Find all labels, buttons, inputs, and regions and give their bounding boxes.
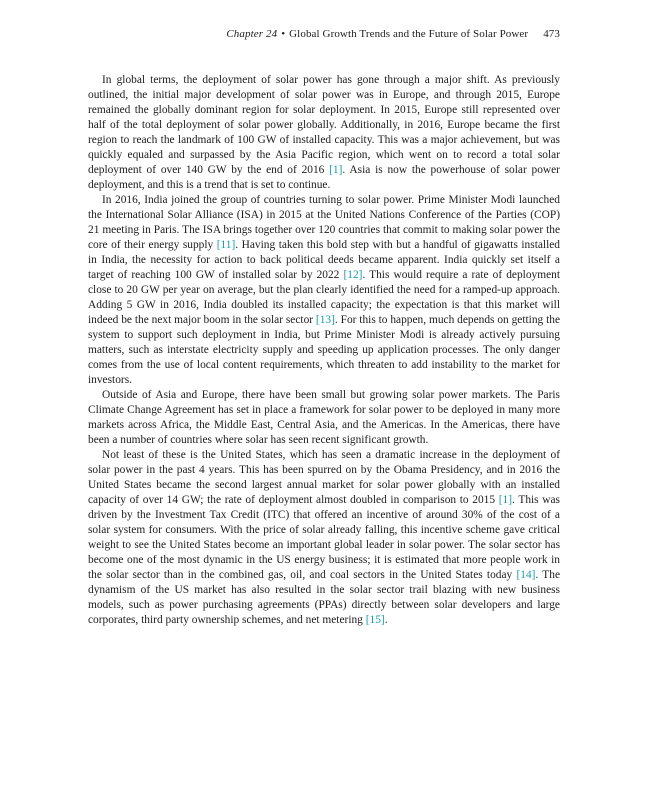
- paragraph: Not least of these is the United States, which has seen a dramatic increase in the deployment of solar power in the past 4 years. This has been spurred on by the Obama Presidency, and in 2016 the United States became the second largest annual market for solar power globally with an installed capacity of over 14 GW; the rate of deployment almost doubled in comparison to 2015 [1]. This was driven by the Investment Tax Credit (ITC) that offered an incentive of around 30% of the cost of a solar system for consumers. With the price of solar already falling, this incentive scheme gave critical weight to see the United States become an important global leader in solar power. The solar sector has become one of the most dynamic in the US energy business; it is estimated that more people work in the solar sector than in the combined gas, oil, and coal sectors in the United States today [14]. The dynamism of the US market has also resulted in the solar sector trail blazing with new business models, such as power purchasing agreements (PPAs) directly between solar developers and large corporates, third party ownership schemes, and net metering [15].: [88, 449, 561, 626]
- citation-link[interactable]: [11]: [216, 239, 236, 251]
- citation-link[interactable]: [15]: [365, 614, 385, 626]
- paragraph: Outside of Asia and Europe, there have been small but growing solar power markets. The Paris Climate Change Agreement has set in place a framework for solar power to be deployed in many more markets across Africa, the Middle East, Central Asia, and the Americas. In the Americas, there have been a number of countries where solar has seen recent significant growth.: [88, 389, 560, 446]
- citation-link[interactable]: [1]: [498, 494, 513, 506]
- page-body: [88, 73, 560, 628]
- running-head-title: Global Growth Trends and the Future of Solar Power: [289, 28, 529, 40]
- page-number: 473: [543, 28, 560, 40]
- chapter-label: Chapter 24: [226, 28, 278, 40]
- citation-link[interactable]: [13]: [315, 314, 335, 326]
- citation-link[interactable]: [14]: [516, 569, 536, 581]
- paragraph: In 2016, India joined the group of countries turning to solar power. Prime Minister Modi launched the International Solar Alliance (ISA) in 2015 at the United Nations Conference of the Parties (COP) 21 meeting in Paris. The ISA brings together over 120 countries that commit to making solar power the core of their energy supply [11]. Having taken this bold step with but a handful of gigawatts installed in India, the necessity for action to back political deeds became apparent. India quickly set itself a target of reaching 100 GW of installed solar by 2022 [12]. This would require a rate of deployment close to 20 GW per year on average, but the plan clearly identified the need for a ramped-up approach. Adding 5 GW in 2016, India doubled its installed capacity; the expectation is that this market will indeed be the next major boom in the solar sector [13]. For this to happen, much depends on getting the system to support such deployment in India, but Prime Minister Modi is already actively pursuing matters, such as interstate electricity supply and speeding up application processes. The only danger comes from the use of local content requirements, which threaten to add instability to the market for investors.: [88, 194, 560, 386]
- running-head: [88, 28, 560, 40]
- citation-link[interactable]: [1]: [329, 164, 343, 176]
- running-head-separator: •: [281, 28, 286, 40]
- paragraph: In global terms, the deployment of solar power has gone through a major shift. As previously outlined, the initial major development of solar power was in Europe, and through 2015, Europe remained the globally dominant region for solar deployment. In 2015, Europe still represented over half of the total deployment of solar power globally. Additionally, in 2016, Europe became the first region to reach the landmark of 100 GW of installed capacity. This was a major achievement, but was quickly equaled and surpassed by the Asia Pacific region, which went on to record a total solar deployment of over 140 GW by the end of 2016 [1]. Asia is now the powerhouse of solar power deployment, and this is a trend that is set to continue.: [88, 74, 560, 191]
- citation-link[interactable]: [12]: [343, 269, 363, 281]
